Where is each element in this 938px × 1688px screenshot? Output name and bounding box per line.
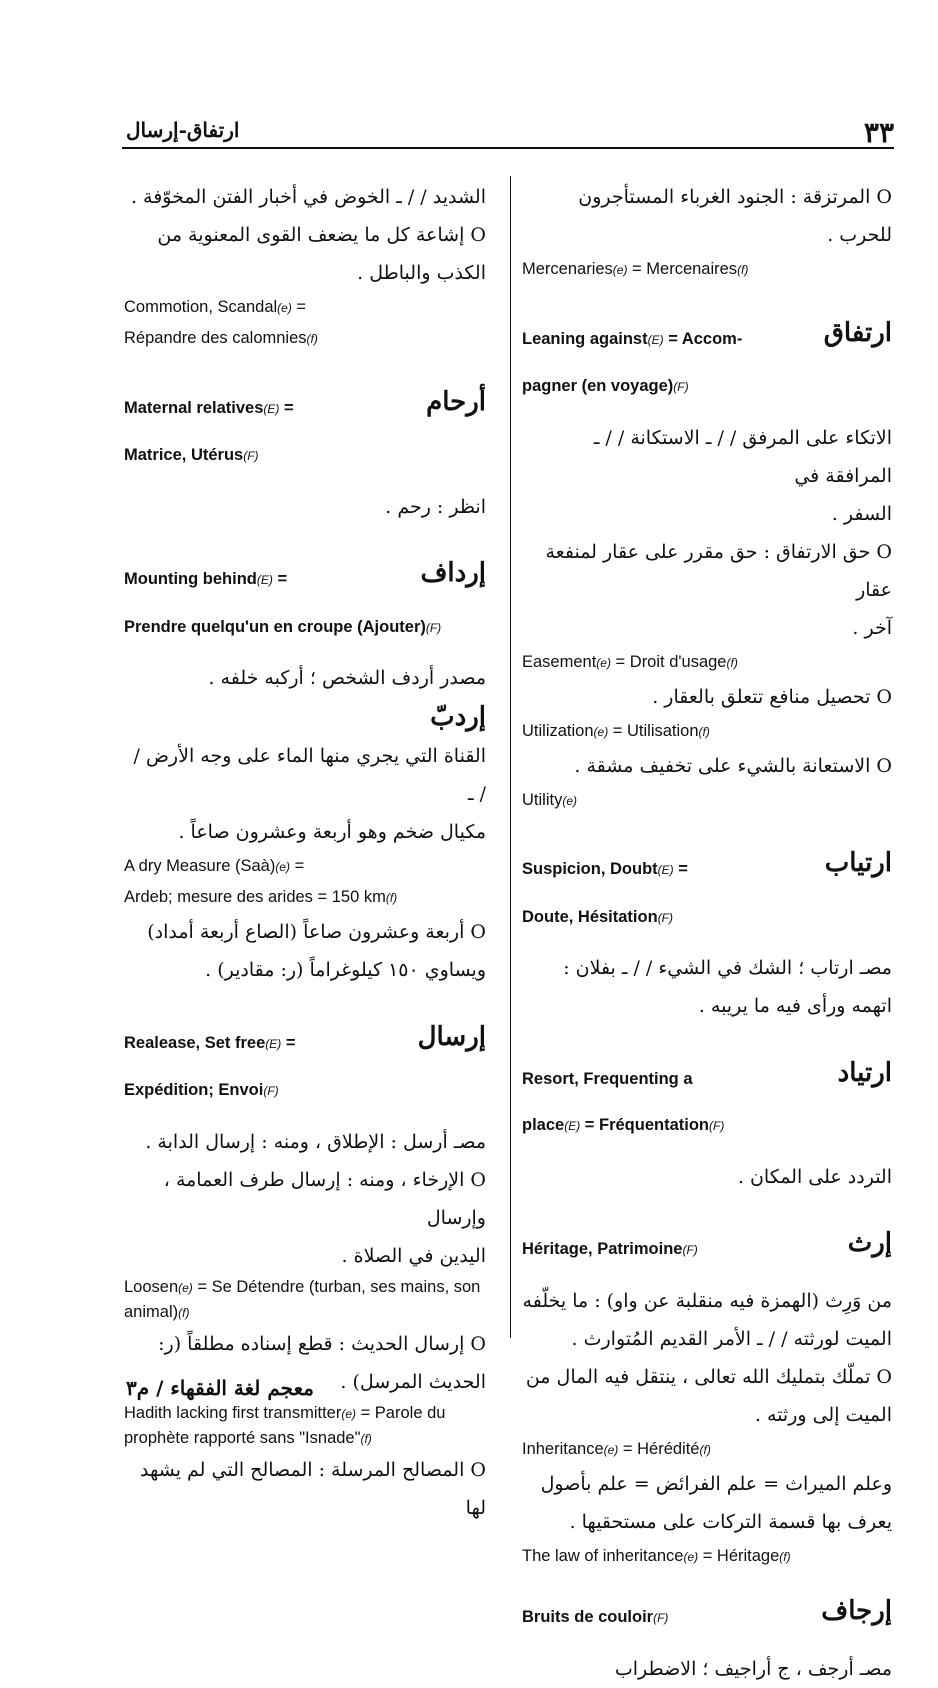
headword: إرث [847,1228,892,1258]
entry-translation: Maternal relatives(E) = [124,398,294,417]
entry-irjaf [522,1596,892,1633]
headword: ارتياد [837,1057,892,1088]
translation-line: Hadith lacking first transmitter(e) = Parole du prophète rapporté sans "Isnade"(f) [124,1403,446,1447]
definition-line: O إشاعة كل ما يضعف القوى المعنوية من [157,224,486,246]
definition-line: الكذب والباطل . [357,262,486,284]
entry-translation: Resort, Frequenting a [522,1069,693,1088]
entry-irtifaq [522,317,892,403]
footer: معجم لغة الفقهاء / م٣ [126,1376,314,1400]
right-column [522,178,892,1680]
definition-line: السفر . [831,502,892,525]
definition-line: ويساوي ١٥٠ كيلوغراماً (ر: مقادير) . [205,959,486,981]
translation-line: Mercenaries(e) = Mercenaires(f) [522,260,749,278]
headword: إرسال [417,1021,486,1052]
translation-line: The law of inheritance(e) = Héritage(f) [522,1546,791,1565]
translation-line: Utilization(e) = Utilisation(f) [522,721,710,740]
definition-line: التردد على المكان . [737,1165,892,1188]
definition-line: O الإرخاء ، ومنه : إرسال طرف العمامة ، وإرسال [163,1168,486,1229]
entry-translation: Suspicion, Doubt(E) = [522,860,688,878]
arabic-line: O المرتزقة : الجنود الغرباء المستأجرون للحرب . [578,186,892,246]
header-rule [122,147,894,149]
definition-line: القناة التي يجري منها الماء على وجه الأرض / / ـ [133,745,486,805]
entry-translation: Realease, Set free(E) = [124,1033,296,1052]
translation-line: Easement(e) = Droit d'usage(f) [522,652,738,671]
definition-line: انظر : رحم . [385,495,486,518]
translation-line: Répandre des calomnies(f) [124,329,318,347]
definition-line: يعرف بها قسمة التركات على مستحقيها . [569,1510,892,1533]
entry-translation: Bruits de couloir(F) [522,1608,669,1626]
definition-line: اليدين في الصلاة . [341,1244,486,1267]
translation-line: Utility(e) [522,790,578,809]
entry-translation: pagner (en voyage)(F) [522,377,689,395]
definition-line: O حق الارتفاق : حق مقرر على عقار لمنفعة عقار [545,540,892,601]
definition-line: مصـ أرجف ، ج أراجيف ؛ الاضطراب [614,1657,892,1680]
entry-translation: Leaning against(E) = Accom- [522,329,743,348]
definition-line: O المصالح المرسلة : المصالح التي لم يشهد لها [140,1458,486,1519]
entry-translation: Prendre quelqu'un en croupe (Ajouter)(F) [124,617,442,636]
definition-line: الميت إلى ورثته . [754,1403,892,1426]
entry-translation: place(E) = Fréquentation(F) [522,1116,725,1134]
definition-line: الحديث المرسل) . [340,1370,486,1393]
page-number: ٣٣ [863,116,894,149]
headword: ارتياب [824,848,892,878]
column-divider [510,176,511,1338]
translation-line: A dry Measure (Saà)(e) = [124,857,305,875]
entry-translation: Mounting behind(E) = [124,570,288,588]
entry-irth [522,1228,892,1265]
definition-line: وعلم الميراث = علم الفرائض = علم بأصول [540,1472,892,1495]
translation-line: Ardeb; mesure des arides = 150 km(f) [124,888,398,906]
definition-line: O الاستعانة بالشيء على تخفيف مشقة . [574,754,892,777]
definition-line: مصدر أردف الشخص ؛ أركبه خلفه . [208,667,486,689]
definition-line: اتهمه ورأى فيه ما يريبه . [698,995,892,1017]
headword: ارتفاق [823,317,892,348]
definition-line: O تحصيل منافع تتعلق بالعقار . [652,685,892,708]
entry-irtiyab [522,848,892,933]
translation-line: Loosen(e) = Se Détendre (turban, ses mains, son animal)(f) [124,1277,481,1321]
definition-line: من وَرِث (الهمزة فيه منقلبة عن واو) : ما يخلّفه [522,1289,892,1312]
entry-translation: Expédition; Envoi(F) [124,1081,279,1099]
entry-translation: Matrice, Utérus(F) [124,446,259,464]
definition-line: O إرسال الحديث : قطع إسناده مطلقاً (ر: [158,1332,486,1355]
definition-line: الاتكاء على المرفق / / ـ الاستكانة / / ـ المرافقة في [593,426,892,487]
entry-translation: Héritage, Patrimoine(F) [522,1240,698,1258]
entry-arham [124,386,486,472]
definition-line: O أربعة وعشرون صاعاً (الصاع أربعة أمداد) [147,921,486,943]
definition-line: O تملّك بتمليك الله تعالى ، ينتقل فيه المال من [525,1365,892,1388]
definition-line: مصـ ارتاب ؛ الشك في الشيء / / ـ بفلان : [563,957,892,979]
definition-line: مصـ أرسل : الإطلاق ، ومنه : إرسال الدابة . [145,1130,486,1153]
entry-irsal [124,1021,486,1107]
definition-line: آخر . [852,616,892,639]
definition-line: الشديد / / ـ الخوض في أخبار الفتن المخوّفة . [130,186,486,208]
definition-line: الميت لورثته / / ـ الأمر القديم المُتوارث . [571,1327,892,1350]
translation-line: Commotion, Scandal(e) = [124,298,307,316]
entry-irtiyad [522,1057,892,1142]
headword: أرحام [426,386,486,417]
running-head: ارتفاق-إرسال [126,118,240,142]
translation-line: Inheritance(e) = Hérédité(f) [522,1439,711,1458]
headword: إردبّ [430,702,486,732]
definition-line: مكيال ضخم وهو أربعة وعشرون صاعاً . [178,821,486,843]
headword: إرجاف [821,1596,892,1626]
entry-irdaf [124,558,486,643]
headword: إرداف [420,558,486,588]
entry-translation: Doute, Hésitation(F) [522,907,674,926]
